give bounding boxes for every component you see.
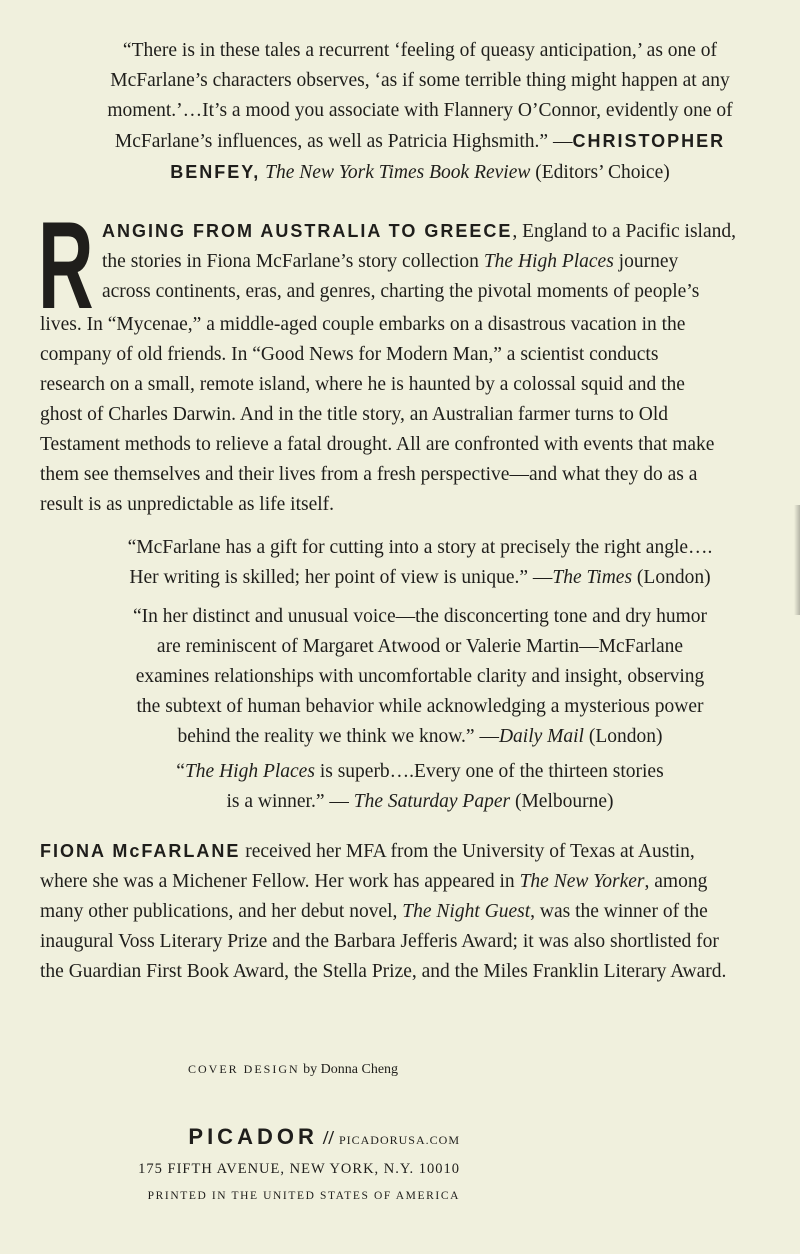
publisher-address: 175 FIFTH AVENUE, NEW YORK, N.Y. 10010 (138, 1161, 460, 1177)
bio-line: where she was a Michener Fellow. Her work has appeared in The New Yorker, among (40, 871, 708, 892)
quote-line: moment.’…It’s a mood you associate with Flannery O’Connor, evidently one of (107, 100, 733, 121)
quote-line: is a winner.” — The Saturday Paper (Melbourne) (226, 791, 614, 812)
blurb-the-times (40, 533, 800, 593)
description-line: Testament methods to relieve a fatal drought. All are confronted with events that make (40, 434, 715, 455)
quote-line: the subtext of human behavior while acknowledging a mysterious power (136, 696, 704, 717)
credit-label: COVER DESIGN (188, 1062, 300, 1076)
quote-line: McFarlane’s influences, as well as Patricia Highsmith.” —CHRISTOPHER (114, 131, 726, 152)
publisher-website: PICADORUSA.COM (338, 1133, 460, 1147)
book-title: The Night Guest (402, 901, 531, 922)
description-line: them see themselves and their lives from a fresh perspective—and what they do as a (40, 464, 698, 485)
publisher-imprint (40, 1122, 460, 1209)
quote-line: “There is in these tales a recurrent ‘feeling of queasy anticipation,’ as one of (122, 40, 718, 61)
bio-line: inaugural Voss Literary Prize and the Barbara Jefferis Award; it was also shortlisted for (40, 931, 719, 952)
author-bio (40, 836, 788, 987)
attribution-name: CHRISTOPHER (572, 131, 726, 151)
book-title: The High Places (184, 761, 315, 782)
quote-line: examines relationships with uncomfortable clarity and insight, observing (135, 666, 705, 687)
drop-cap: R (38, 197, 94, 335)
description-line: company of old friends. In “Good News for Modern Man,” a scientist conducts (40, 344, 659, 365)
book-title: The High Places (483, 251, 614, 272)
quote-line: “In her distinct and unusual voice—the disconcerting tone and dry humor (132, 606, 707, 627)
source-title: Daily Mail (498, 726, 584, 747)
cover-design-credit: COVER DESIGN by Donna Cheng (188, 1062, 399, 1077)
source-title: The Times (552, 567, 633, 588)
author-name: FIONA McFARLANE (40, 841, 241, 861)
quote-line: Her writing is skilled; her point of view is unique.” —The Times (London) (129, 567, 711, 588)
quote-line: McFarlane’s characters observes, ‘as if some terrible thing might happen at any (110, 70, 730, 91)
source-title: The Saturday Paper (353, 791, 511, 812)
publisher-logo: PICADOR (188, 1124, 318, 1149)
bio-line: FIONA McFARLANE received her MFA from the University of Texas at Austin, (40, 841, 695, 862)
blurb-saturday-paper (40, 757, 800, 817)
publication-title: The New Yorker (519, 871, 645, 892)
lead-caps: ANGING FROM AUSTRALIA TO GREECE (102, 221, 513, 241)
blurb-benfey (40, 36, 800, 188)
attribution-name: BENFEY, (170, 162, 261, 182)
imprint-line (40, 1122, 460, 1155)
book-description (38, 197, 788, 520)
bio-line: many other publications, and her debut novel, The Night Guest, was the winner of the (40, 901, 708, 922)
blurb-daily-mail (40, 602, 800, 752)
quote-line: are reminiscent of Margaret Atwood or Valerie Martin—McFarlane (156, 636, 684, 657)
quote-line: “The High Places is superb….Every one of the thirteen stories (176, 761, 664, 782)
description-line: lives. In “Mycenae,” a middle-aged couple embarks on a disastrous vacation in the (40, 314, 686, 335)
description-line: ANGING FROM AUSTRALIA TO GREECE, England to a Pacific island, (102, 221, 736, 242)
quote-line: “McFarlane has a gift for cutting into a story at precisely the right angle…. (127, 537, 713, 558)
bio-line: the Guardian First Book Award, the Stella Prize, and the Miles Franklin Literary Award. (40, 961, 727, 982)
quote-line: behind the reality we think we know.” —Daily Mail (London) (177, 726, 663, 747)
description-line: ghost of Charles Darwin. And in the title story, an Australian farmer turns to Old (40, 404, 669, 425)
quote-line: BENFEY, The New York Times Book Review (Editors’ Choice) (170, 162, 670, 183)
description-line: the stories in Fiona McFarlane’s story collection The High Places journey (102, 251, 679, 272)
description-line: across continents, eras, and genres, charting the pivotal moments of people’s (102, 281, 700, 302)
description-line: result is as unpredictable as life itself. (40, 494, 335, 515)
description-line: research on a small, remote island, where he is haunted by a colossal squid and the (40, 374, 685, 395)
printed-notice: PRINTED IN THE UNITED STATES OF AMERICA (147, 1190, 460, 1202)
separator: // (317, 1127, 339, 1149)
source-title: The New York Times Book Review (265, 162, 531, 183)
